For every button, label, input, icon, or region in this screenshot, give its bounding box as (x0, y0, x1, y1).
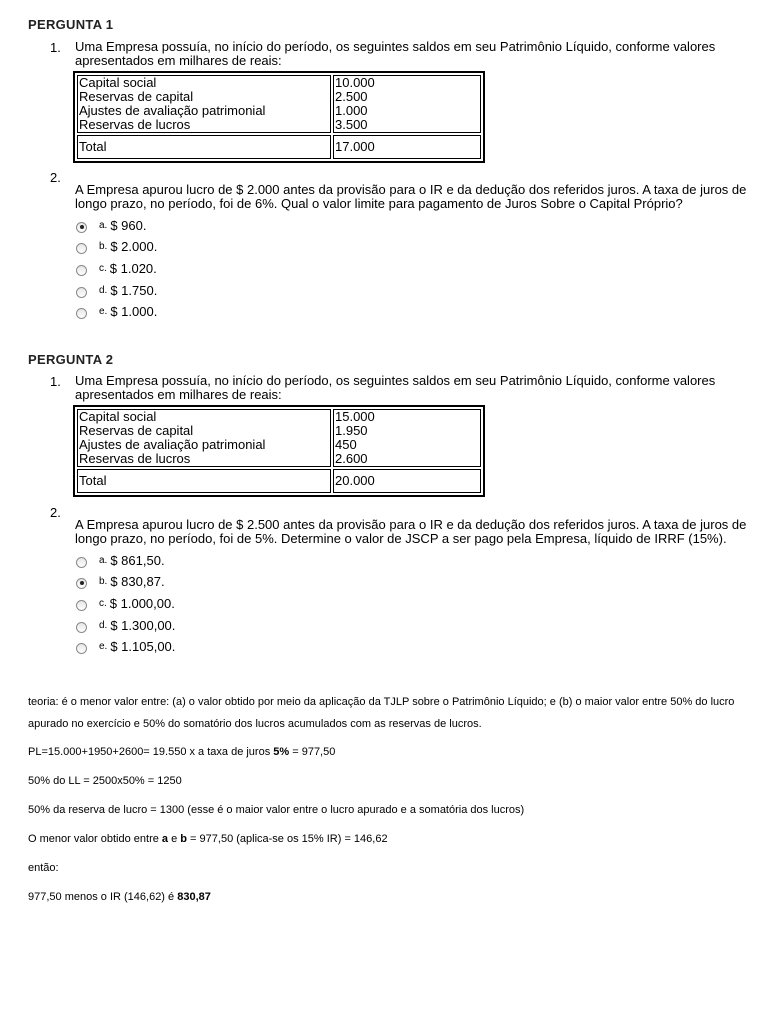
table-cell: Reservas de lucros (79, 451, 191, 466)
calc-min (28, 828, 758, 850)
q1-item-1-number: 1. (50, 40, 61, 55)
table-cell: Reservas de capital (79, 423, 194, 438)
q2-option-d[interactable] (76, 617, 175, 633)
option-text: $ 2.000. (110, 238, 158, 254)
q2-option-a[interactable] (76, 552, 165, 568)
radio-icon[interactable] (76, 622, 87, 633)
q2-option-b[interactable] (76, 573, 165, 589)
q1-item-2-text: A Empresa apurou lucro de $ 2.000 antes da provisão para o IR e da dedução dos referidos juros. A taxa de juros de longo prazo, no período, foi de 6%. Qual o valor limite para pagamento de Juros Sobre o Capital Próprio? (75, 182, 747, 211)
table-cell: 1.950 (335, 423, 368, 438)
option-text: $ 1.000,00. (109, 595, 175, 611)
option-text: $ 1.105,00. (110, 638, 176, 654)
calc-pl-text: PL=15.000+1950+2600= 19.550 x a taxa de juros (28, 746, 274, 758)
q2-table-values (333, 409, 481, 467)
q1-option-c[interactable] (76, 260, 157, 276)
table-cell: Ajustes de avaliação patrimonial (79, 437, 266, 452)
table-cell: 2.600 (335, 451, 368, 466)
calc-rate: 5% (273, 746, 290, 758)
table-cell: 3.500 (335, 117, 368, 132)
option-text: $ 861,50. (110, 552, 165, 568)
calc-min-and: e (168, 833, 181, 845)
option-text: $ 960. (110, 217, 147, 233)
option-letter: b. (99, 240, 108, 252)
calc-then: então: (28, 862, 59, 874)
radio-icon[interactable] (76, 287, 87, 298)
radio-icon[interactable] (76, 557, 87, 568)
radio-icon[interactable] (76, 643, 87, 654)
q2-item-1-text: Uma Empresa possuía, no início do período, os seguintes saldos em seu Patrimônio Líquido, conforme valores apresentados em milhares de reais: (75, 373, 716, 402)
table-cell: 2.500 (335, 89, 368, 104)
option-text: $ 1.020. (109, 260, 157, 276)
option-letter: e. (99, 305, 108, 317)
radio-selected-icon[interactable] (76, 222, 87, 233)
theory-text: teoria: é o menor valor entre: (a) o valor obtido por meio da aplicação da TJLP sobre o Patrimônio Líquido; e (b) o maior valor entre 50% do lucro apurado no exercício e 50% do somatório dos lucros acumulados com as reservas de lucros. (28, 696, 735, 730)
table-cell: Ajustes de avaliação patrimonial (79, 103, 266, 118)
option-letter: d. (99, 619, 108, 631)
q1-item-2-number: 2. (50, 170, 61, 185)
calc-min-b: b (180, 833, 187, 845)
option-text: $ 1.300,00. (110, 617, 176, 633)
option-letter: a. (99, 554, 108, 566)
q2-table-labels (77, 409, 331, 467)
q1-option-a[interactable] (76, 217, 147, 233)
option-text: $ 830,87. (110, 573, 165, 589)
q1-equity-table (73, 71, 485, 163)
calc-min-result: = 977,50 (aplica-se os 15% IR) = 146,62 (187, 833, 388, 845)
option-text: $ 1.000. (110, 303, 158, 319)
q1-option-d[interactable] (76, 282, 157, 298)
calc-reserve: 50% da reserva de lucro = 1300 (esse é o maior valor entre o lucro apurado e a somatória dos lucros) (28, 804, 525, 816)
q1-option-e[interactable] (76, 303, 157, 319)
total-label: Total (77, 135, 331, 159)
calc-pl-result: = 977,50 (289, 746, 336, 758)
table-cell: 1.000 (335, 103, 368, 118)
q2-item-2-text: A Empresa apurou lucro de $ 2.500 antes da provisão para o IR e da dedução dos referidos juros. A taxa de juros de longo prazo, no período, foi de 5%. Determine o valor de JSCP a ser pago pela Empresa, líquido de IRRF (15%). (75, 517, 747, 546)
q2-option-e[interactable] (76, 638, 175, 654)
q1-table-labels (77, 75, 331, 133)
table-row (77, 75, 481, 133)
table-total-row (77, 469, 481, 493)
calc-min-a: a (161, 833, 169, 845)
table-total-row (77, 135, 481, 159)
table-cell: 10.000 (335, 75, 375, 90)
q1-item-1-text: Uma Empresa possuía, no início do período, os seguintes saldos em seu Patrimônio Líquido, conforme valores apresentados em milhares de reais: (75, 39, 716, 68)
total-value: 17.000 (333, 135, 481, 159)
q2-option-c[interactable] (76, 595, 175, 611)
option-letter: e. (99, 640, 108, 652)
radio-icon[interactable] (76, 308, 87, 319)
table-cell: Capital social (79, 75, 157, 90)
table-cell: 15.000 (335, 409, 375, 424)
calc-final (28, 886, 758, 908)
option-letter: d. (99, 284, 108, 296)
question-1-title: PERGUNTA 1 (28, 17, 114, 32)
q1-table-values (333, 75, 481, 133)
q1-option-b[interactable] (76, 238, 157, 254)
table-row (77, 409, 481, 467)
calc-final-value: 830,87 (177, 891, 211, 903)
q2-item-2-number: 2. (50, 505, 61, 520)
total-value: 20.000 (333, 469, 481, 493)
table-cell: Reservas de capital (79, 89, 194, 104)
option-letter: b. (99, 575, 108, 587)
q2-item-1-number: 1. (50, 374, 61, 389)
q2-equity-table (73, 405, 485, 497)
question-2-title: PERGUNTA 2 (28, 352, 114, 367)
radio-icon[interactable] (76, 600, 87, 611)
calc-pl (28, 741, 758, 763)
calc-ll: 50% do LL = 2500x50% = 1250 (28, 775, 182, 787)
table-cell: Capital social (79, 409, 157, 424)
option-letter: c. (99, 262, 107, 274)
radio-icon[interactable] (76, 265, 87, 276)
total-label: Total (77, 469, 331, 493)
calc-final-text: 977,50 menos o IR (146,62) é (28, 891, 178, 903)
table-cell: Reservas de lucros (79, 117, 191, 132)
radio-selected-icon[interactable] (76, 578, 87, 589)
radio-icon[interactable] (76, 243, 87, 254)
calc-min-text: O menor valor obtido entre (28, 833, 162, 845)
option-letter: c. (99, 597, 107, 609)
option-text: $ 1.750. (110, 282, 158, 298)
table-cell: 450 (335, 437, 357, 452)
option-letter: a. (99, 219, 108, 231)
